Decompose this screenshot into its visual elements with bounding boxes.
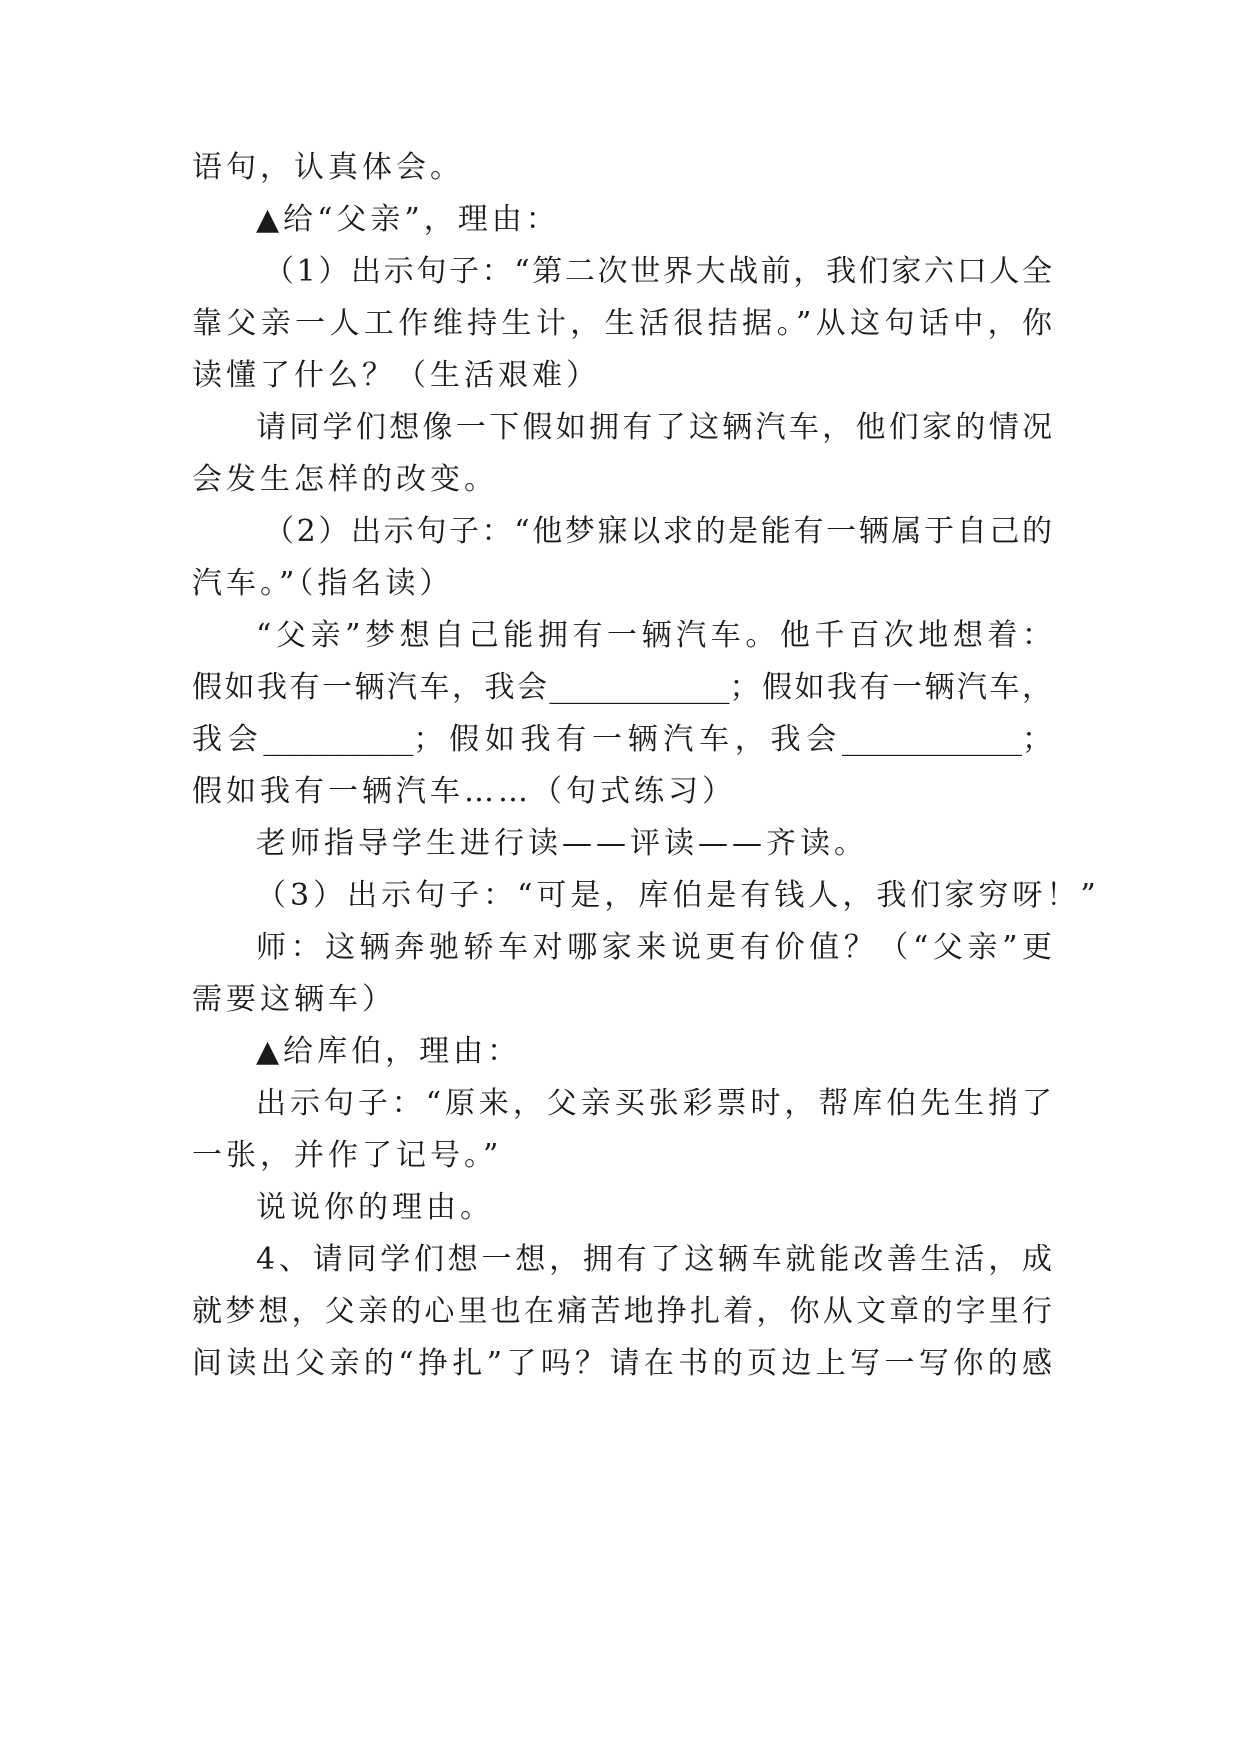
text-line: 我会__________；假如我有一辆汽车，我会____________； [192,722,1052,757]
text-line: 请同学们想像一下假如拥有了这辆汽车，他们家的情况 [256,410,1052,445]
text-line: 假如我有一辆汽车……（句式练习） [192,774,736,809]
section-heading: ▲给库伯，理由： [256,1034,522,1069]
text-line: （2）出示句子：“他梦寐以求的是能有一辆属于自己的 [264,514,1052,549]
text-line: 老师指导学生进行读——评读——齐读。 [256,826,868,861]
text-line: 出示句子：“原来，父亲买张彩票时，帮库伯先生捎了 [256,1086,1052,1121]
text-line: 说说你的理由。 [256,1190,494,1225]
text-line: 靠父亲一人工作维持生计，生活很拮据。”从这句话中，你 [192,306,1052,341]
text-line: 间读出父亲的“挣扎”了吗？请在书的页边上写一写你的感 [192,1346,1052,1381]
text-line: “父亲”梦想自己能拥有一辆汽车。他千百次地想着： [256,618,1052,653]
text-line: 会发生怎样的改变。 [192,462,498,497]
text-line: 语句，认真体会。 [192,150,464,185]
text-line: 读懂了什么？（生活艰难） [192,358,600,393]
text-line: （1）出示句子：“第二次世界大战前，我们家六口人全 [264,254,1052,289]
text-line: 4、请同学们想一想，拥有了这辆车就能改善生活，成 [256,1242,1052,1277]
text-line: 就梦想，父亲的心里也在痛苦地挣扎着，你从文章的字里行 [192,1294,1052,1329]
text-line: 师：这辆奔驰轿车对哪家来说更有价值？（“父亲”更 [256,930,1052,965]
section-heading: ▲给“父亲”，理由： [256,202,560,237]
text-line: （3）出示句子：“可是，库伯是有钱人，我们家穷呀！” [256,878,1100,913]
text-line: 假如我有一辆汽车，我会____________；假如我有一辆汽车， [192,670,1052,705]
text-line: 一张，并作了记号。” [192,1138,503,1173]
text-line: 需要这辆车） [192,982,396,1017]
text-line: 汽车。”（指名读） [192,566,454,601]
